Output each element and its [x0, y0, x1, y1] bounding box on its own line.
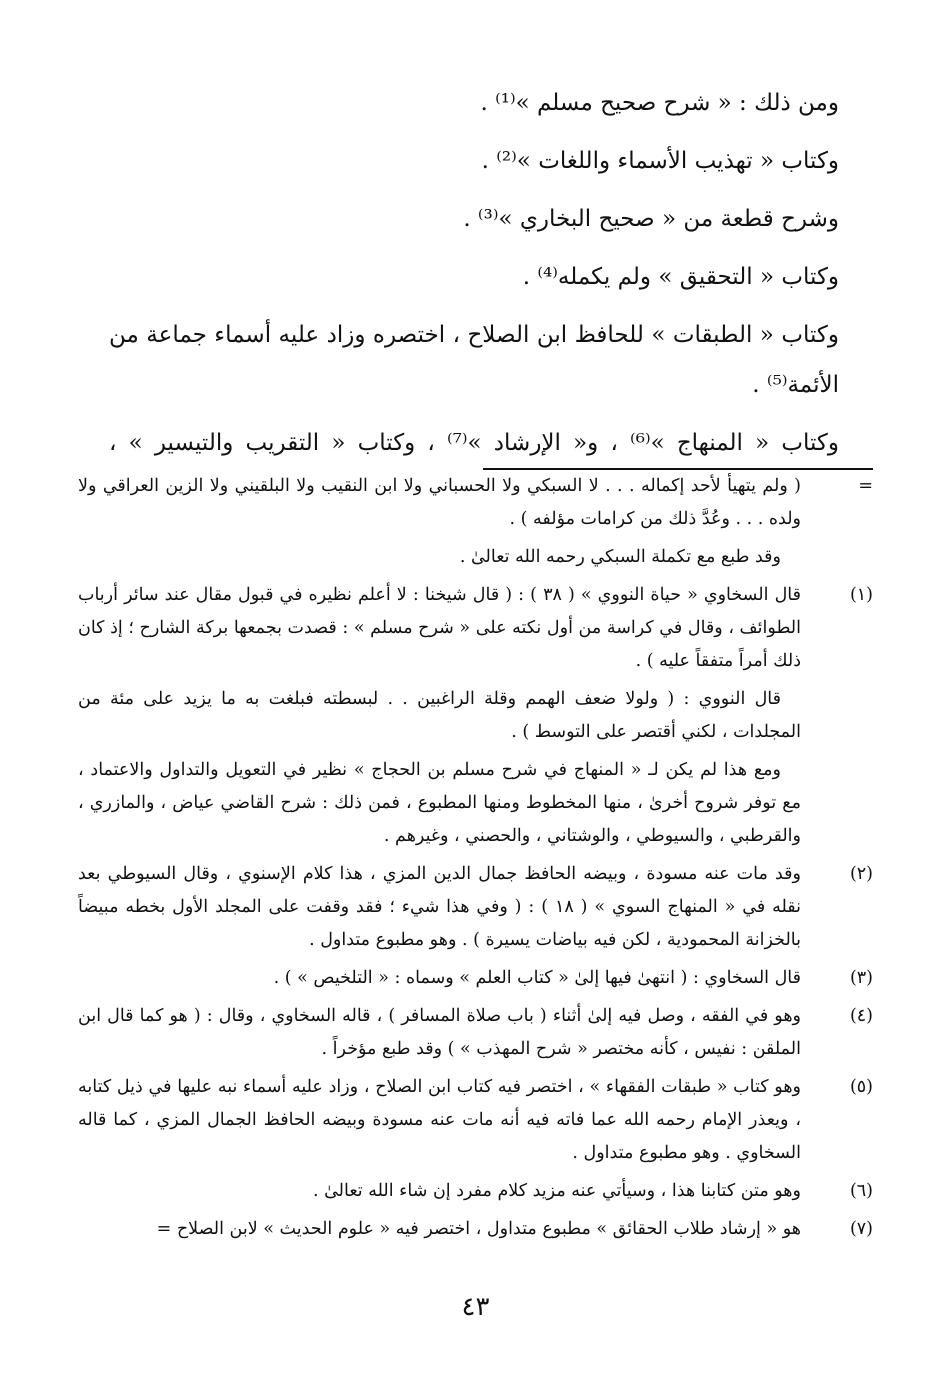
main-text	[109, 78, 839, 476]
main-paragraph: وشرح قطعة من « صحيح البخاري »⁽³⁾ .	[463, 206, 839, 232]
footnote-number: (٧)	[849, 1219, 873, 1239]
footnote-paragraph: هو « إرشاد طلاب الحقائق » مطبوع متداول ، اختصر فيه « علوم الحديث » لابن الصلاح =	[156, 1219, 801, 1239]
footnote-5	[78, 1071, 873, 1170]
main-paragraph: وكتاب « الطبقات » للحافظ ابن الصلاح ، اختصره وزاد عليه أسماء جماعة من الأئمة⁽⁵⁾ .	[109, 322, 839, 398]
footnote-4	[78, 1000, 873, 1066]
footnote-paragraph: وهو متن كتابنا هذا ، وسيأتي عنه مزيد كلام مفرد إن شاء الله تعالىٰ .	[312, 1181, 801, 1201]
footnote-7	[78, 1213, 873, 1246]
footnote-paragraph: ومع هذا لم يكن لـ « المنهاج في شرح مسلم بن الحجاج » نظير في التعويل والتداول والاعتماد ، مع توفر شروح أخرىٰ ، منها المخطوط ومنها المطبوع ، فمن ذلك : شرح القاضي عياض ، والمازري ، والقرطبي ، والسيوطي ، والوشتاني ، والحصني ، وغيرهم .	[78, 760, 801, 846]
main-paragraph: وكتاب « المنهاج »⁽⁶⁾ ، و« الإرشاد »⁽⁷⁾ ، وكتاب « التقريب والتيسير » ،	[109, 430, 839, 456]
footnote-number: (٦)	[849, 1181, 873, 1201]
continuation-marker: =	[858, 476, 873, 496]
main-paragraph: وكتاب « تهذيب الأسماء واللغات »⁽²⁾ .	[481, 148, 839, 174]
footnote-number: (٤)	[849, 1006, 873, 1026]
footnote-2	[78, 858, 873, 957]
footnote-number: (١)	[849, 585, 873, 605]
footnote-3	[78, 962, 873, 995]
main-paragraph: ومن ذلك : « شرح صحيح مسلم »⁽¹⁾ .	[480, 90, 839, 116]
footnote-paragraph: ( ولم يتهيأ لأحد إكماله . . . لا السبكي ولا الحسباني ولا ابن النقيب ولا البلقيني ولا الزين العراقي ولا ولده . . . وعُدَّ ذلك من كرامات مؤلفه ) .	[78, 476, 801, 529]
footnote-paragraph: قال النووي : ( ولولا ضعف الهمم وقلة الراغبين . . لبسطته فبلغت به ما يزيد على مئة من المجلدات ، لكني أقتصر على التوسط ) .	[78, 689, 801, 742]
footnote-paragraph: قال السخاوي « حياة النووي » ( ٣٨ ) : ( قال شيخنا : لا أعلم نظيره في قبول مقال عند سائر أرباب الطوائف ، وقال في كراسة من أول نكته على « شرح مسلم » : قصدت بجمعها بركة الشارح ؛ إذ كان ذلك أمراً متفقاً عليه ) .	[78, 585, 801, 671]
footnote-number: (٢)	[849, 864, 873, 884]
footnote-number: (٣)	[849, 968, 873, 988]
footnote-paragraph: قال السخاوي : ( انتهىٰ فيها إلىٰ « كتاب العلم » وسماه : « التلخيص » ) .	[273, 968, 801, 988]
footnote-paragraph: وهو كتاب « طبقات الفقهاء » ، اختصر فيه كتاب ابن الصلاح ، وزاد عليه أسماء نبه عليها في ذيل كتابه ، ويعذر الإمام رحمه الله عما فاته فيه أنه مات عنه مسودة وبيضه الحافظ الجمال المزي ، كما قاله السخاوي . وهو مطبوع متداول .	[78, 1077, 801, 1163]
footnote-6	[78, 1175, 873, 1208]
footnote-paragraph: وقد طبع مع تكملة السبكي رحمه الله تعالىٰ .	[459, 547, 781, 567]
main-paragraph: وكتاب « التحقيق » ولم يكمله⁽⁴⁾ .	[522, 264, 839, 290]
footnote-1	[78, 579, 873, 853]
footnote-paragraph: وقد مات عنه مسودة ، وبيضه الحافظ جمال الدين المزي ، هذا كلام الإسنوي ، وقال السيوطي بعد نقله في « المنهاج السوي » ( ١٨ ) : ( وفي هذا شيء ؛ فقد وقفت على المجلد الأول بخطه مبيضاً بالخزانة المحمودية ، لكن فيه بياضات يسيرة ) . وهو مطبوع متداول .	[78, 864, 801, 950]
footnotes	[78, 470, 873, 1251]
footnote-number: (٥)	[849, 1077, 873, 1097]
footnote-paragraph: وهو في الفقه ، وصل فيه إلىٰ أثناء ( باب صلاة المسافر ) ، قاله السخاوي ، وقال : ( هو كما قال ابن الملقن : نفيس ، كأنه مختصر « شرح المهذب » ) وقد طبع مؤخراً .	[78, 1006, 801, 1059]
footnote-continuation	[78, 470, 873, 574]
page-number: ٤٣	[461, 1292, 490, 1322]
